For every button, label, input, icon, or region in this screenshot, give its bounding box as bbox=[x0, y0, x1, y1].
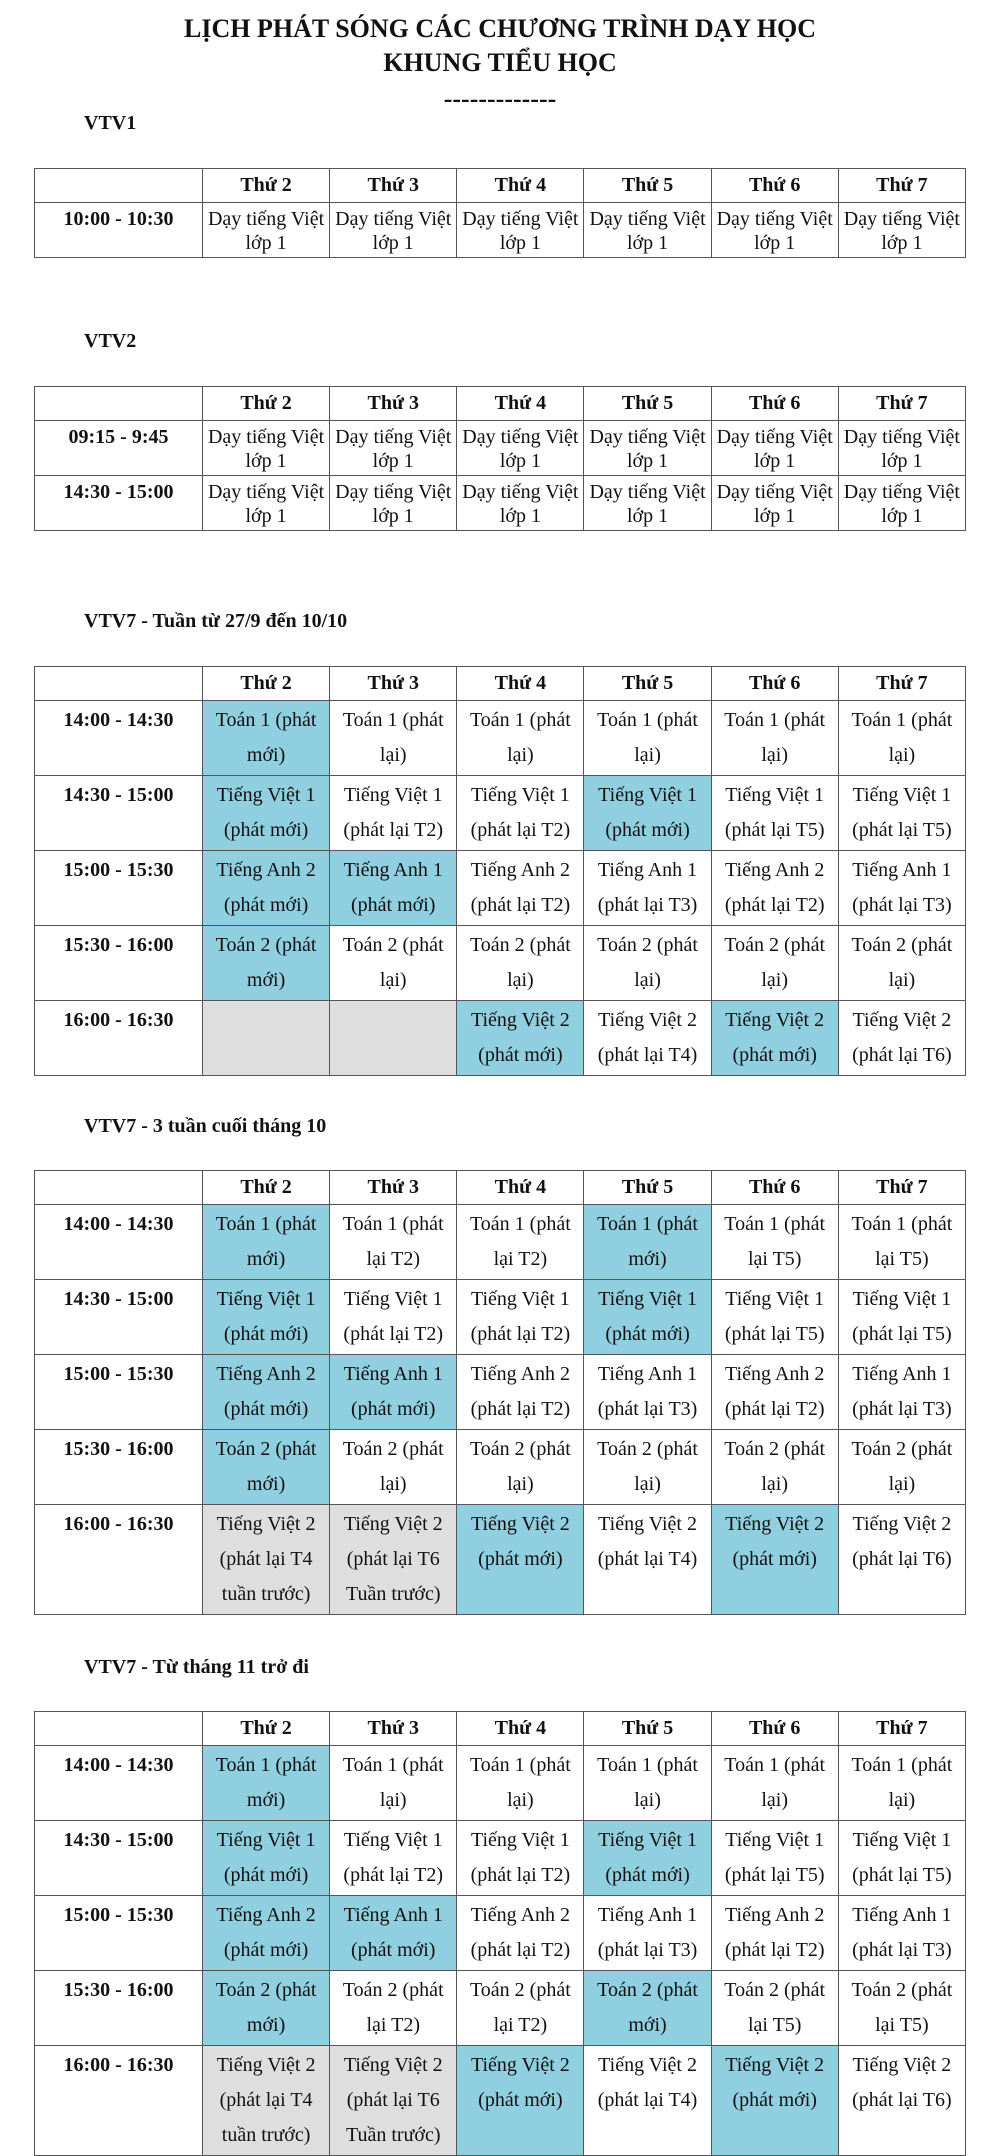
program-cell: Toán 1 (phát mới) bbox=[203, 701, 330, 776]
program-cell: Tiếng Anh 1 (phát mới) bbox=[330, 851, 457, 926]
table-row bbox=[35, 851, 966, 926]
program-cell: Toán 2 (phát mới) bbox=[584, 1971, 711, 2046]
program-cell: Dạy tiếng Việt lớp 1 bbox=[330, 476, 457, 531]
section-label: VTV7 - 3 tuần cuối tháng 10 bbox=[84, 1115, 327, 1137]
table-row bbox=[35, 2046, 966, 2156]
program-cell: Tiếng Việt 2 (phát lại T6) bbox=[838, 1505, 965, 1615]
program-cell: Toán 2 (phát mới) bbox=[203, 926, 330, 1001]
program-cell: Dạy tiếng Việt lớp 1 bbox=[584, 421, 711, 476]
day-header: Thứ 7 bbox=[838, 1171, 965, 1205]
time-slot: 15:30 - 16:00 bbox=[35, 926, 203, 1001]
table-row bbox=[35, 1821, 966, 1896]
program-cell: Toán 1 (phát lại) bbox=[711, 1746, 838, 1821]
program-cell: Tiếng Việt 1 (phát mới) bbox=[203, 1821, 330, 1896]
program-cell: Dạy tiếng Việt lớp 1 bbox=[457, 203, 584, 258]
time-slot: 15:30 - 16:00 bbox=[35, 1430, 203, 1505]
section-label: VTV7 - Từ tháng 11 trở đi bbox=[84, 1656, 309, 1678]
program-cell: Toán 2 (phát lại T2) bbox=[330, 1971, 457, 2046]
program-cell: Tiếng Việt 2 (phát mới) bbox=[457, 1001, 584, 1076]
time-slot: 14:30 - 15:00 bbox=[35, 776, 203, 851]
table-row bbox=[35, 1505, 966, 1615]
schedule-table bbox=[34, 1711, 966, 2156]
time-slot: 16:00 - 16:30 bbox=[35, 1505, 203, 1615]
program-cell: Dạy tiếng Việt lớp 1 bbox=[203, 203, 330, 258]
header-corner-cell bbox=[35, 1171, 203, 1205]
program-cell: Tiếng Việt 1 (phát lại T5) bbox=[838, 1821, 965, 1896]
program-cell: Tiếng Việt 2 (phát lại T4 tuần trước) bbox=[203, 2046, 330, 2156]
program-cell: Tiếng Việt 1 (phát lại T5) bbox=[838, 1280, 965, 1355]
day-header: Thứ 7 bbox=[838, 387, 965, 421]
table-row bbox=[35, 203, 966, 258]
program-cell: Toán 2 (phát lại T5) bbox=[711, 1971, 838, 2046]
day-header: Thứ 7 bbox=[838, 169, 965, 203]
time-slot: 15:00 - 15:30 bbox=[35, 1896, 203, 1971]
program-cell: Toán 2 (phát lại) bbox=[584, 1430, 711, 1505]
program-cell: Toán 2 (phát lại) bbox=[838, 1430, 965, 1505]
program-cell: Dạy tiếng Việt lớp 1 bbox=[711, 476, 838, 531]
day-header: Thứ 2 bbox=[203, 1171, 330, 1205]
header-corner-cell bbox=[35, 387, 203, 421]
table-row bbox=[35, 926, 966, 1001]
time-slot: 15:30 - 16:00 bbox=[35, 1971, 203, 2046]
program-cell: Toán 2 (phát lại T2) bbox=[457, 1971, 584, 2046]
program-cell: Tiếng Anh 1 (phát lại T3) bbox=[584, 1896, 711, 1971]
time-slot: 15:00 - 15:30 bbox=[35, 851, 203, 926]
day-header: Thứ 4 bbox=[457, 1171, 584, 1205]
program-cell: Tiếng Anh 1 (phát lại T3) bbox=[584, 851, 711, 926]
time-slot: 10:00 - 10:30 bbox=[35, 203, 203, 258]
day-header: Thứ 4 bbox=[457, 1712, 584, 1746]
program-cell: Toán 1 (phát mới) bbox=[203, 1205, 330, 1280]
program-cell: Tiếng Anh 1 (phát lại T3) bbox=[584, 1355, 711, 1430]
table-row bbox=[35, 1430, 966, 1505]
time-slot: 14:00 - 14:30 bbox=[35, 1205, 203, 1280]
program-cell: Toán 1 (phát lại) bbox=[457, 701, 584, 776]
table-row bbox=[35, 776, 966, 851]
program-cell: Tiếng Việt 2 (phát lại T4) bbox=[584, 1505, 711, 1615]
program-cell: Tiếng Việt 1 (phát lại T5) bbox=[838, 776, 965, 851]
section-label: VTV1 bbox=[84, 112, 137, 134]
day-header: Thứ 2 bbox=[203, 1712, 330, 1746]
program-cell: Dạy tiếng Việt lớp 1 bbox=[584, 203, 711, 258]
program-cell: Tiếng Việt 1 (phát lại T2) bbox=[330, 1280, 457, 1355]
day-header: Thứ 2 bbox=[203, 667, 330, 701]
day-header: Thứ 5 bbox=[584, 1171, 711, 1205]
program-cell: Tiếng Việt 2 (phát mới) bbox=[457, 2046, 584, 2156]
header-corner-cell bbox=[35, 667, 203, 701]
program-cell: Toán 1 (phát lại T5) bbox=[838, 1205, 965, 1280]
program-cell: Tiếng Việt 2 (phát lại T6) bbox=[838, 2046, 965, 2156]
time-slot: 14:00 - 14:30 bbox=[35, 701, 203, 776]
table-row bbox=[35, 1280, 966, 1355]
schedule-table bbox=[34, 666, 966, 1076]
table-row bbox=[35, 1205, 966, 1280]
program-cell: Dạy tiếng Việt lớp 1 bbox=[203, 476, 330, 531]
program-cell: Tiếng Việt 1 (phát lại T2) bbox=[457, 776, 584, 851]
program-cell: Dạy tiếng Việt lớp 1 bbox=[711, 421, 838, 476]
table-row bbox=[35, 701, 966, 776]
program-cell: Tiếng Việt 1 (phát mới) bbox=[203, 1280, 330, 1355]
program-cell: Tiếng Việt 1 (phát lại T5) bbox=[711, 776, 838, 851]
header-corner-cell bbox=[35, 1712, 203, 1746]
program-cell: Dạy tiếng Việt lớp 1 bbox=[457, 421, 584, 476]
program-cell: Tiếng Anh 1 (phát lại T3) bbox=[838, 1355, 965, 1430]
day-header: Thứ 6 bbox=[711, 169, 838, 203]
program-cell: Tiếng Việt 1 (phát lại T2) bbox=[330, 1821, 457, 1896]
day-header: Thứ 3 bbox=[330, 169, 457, 203]
time-slot: 14:30 - 15:00 bbox=[35, 1280, 203, 1355]
program-cell: Toán 1 (phát lại) bbox=[838, 1746, 965, 1821]
table-row bbox=[35, 1001, 966, 1076]
day-header: Thứ 6 bbox=[711, 387, 838, 421]
program-cell: Toán 1 (phát lại) bbox=[584, 701, 711, 776]
program-cell: Tiếng Anh 1 (phát mới) bbox=[330, 1355, 457, 1430]
day-header: Thứ 5 bbox=[584, 1712, 711, 1746]
program-cell: Tiếng Anh 1 (phát lại T3) bbox=[838, 1896, 965, 1971]
table-row bbox=[35, 1746, 966, 1821]
program-cell: Tiếng Anh 2 (phát mới) bbox=[203, 1355, 330, 1430]
program-cell: Dạy tiếng Việt lớp 1 bbox=[711, 203, 838, 258]
day-header: Thứ 5 bbox=[584, 667, 711, 701]
table-row bbox=[35, 1971, 966, 2046]
program-cell: Tiếng Anh 2 (phát lại T2) bbox=[457, 1355, 584, 1430]
program-cell: Toán 2 (phát lại) bbox=[584, 926, 711, 1001]
day-header: Thứ 2 bbox=[203, 387, 330, 421]
program-cell: Tiếng Anh 2 (phát lại T2) bbox=[711, 851, 838, 926]
program-cell: Tiếng Anh 2 (phát mới) bbox=[203, 851, 330, 926]
program-cell: Toán 2 (phát lại) bbox=[711, 1430, 838, 1505]
program-cell: Tiếng Việt 2 (phát lại T4 tuần trước) bbox=[203, 1505, 330, 1615]
program-cell: Toán 1 (phát lại T5) bbox=[711, 1205, 838, 1280]
program-cell: Tiếng Việt 1 (phát mới) bbox=[203, 776, 330, 851]
program-cell: Tiếng Việt 1 (phát lại T2) bbox=[457, 1280, 584, 1355]
program-cell: Toán 2 (phát mới) bbox=[203, 1430, 330, 1505]
day-header: Thứ 5 bbox=[584, 387, 711, 421]
section-label: VTV7 - Tuần từ 27/9 đến 10/10 bbox=[84, 610, 348, 632]
program-cell: Tiếng Anh 2 (phát lại T2) bbox=[457, 851, 584, 926]
table-row bbox=[35, 1896, 966, 1971]
time-slot: 16:00 - 16:30 bbox=[35, 2046, 203, 2156]
program-cell: Dạy tiếng Việt lớp 1 bbox=[457, 476, 584, 531]
day-header: Thứ 3 bbox=[330, 667, 457, 701]
program-cell: Tiếng Việt 1 (phát lại T2) bbox=[457, 1821, 584, 1896]
program-cell: Dạy tiếng Việt lớp 1 bbox=[330, 203, 457, 258]
title-divider: ------------- bbox=[443, 84, 557, 113]
schedule-table bbox=[34, 168, 966, 258]
program-cell: Dạy tiếng Việt lớp 1 bbox=[584, 476, 711, 531]
program-cell: Dạy tiếng Việt lớp 1 bbox=[838, 476, 965, 531]
program-cell: Tiếng Việt 2 (phát lại T6 Tuần trước) bbox=[330, 1505, 457, 1615]
time-slot: 14:30 - 15:00 bbox=[35, 1821, 203, 1896]
program-cell: Toán 2 (phát lại) bbox=[330, 1430, 457, 1505]
program-cell: Toán 1 (phát lại) bbox=[584, 1746, 711, 1821]
day-header: Thứ 6 bbox=[711, 667, 838, 701]
day-header: Thứ 7 bbox=[838, 667, 965, 701]
program-cell: Toán 1 (phát lại) bbox=[838, 701, 965, 776]
program-cell: Tiếng Anh 1 (phát lại T3) bbox=[838, 851, 965, 926]
header-corner-cell bbox=[35, 169, 203, 203]
program-cell: Tiếng Việt 1 (phát mới) bbox=[584, 1280, 711, 1355]
program-cell: Dạy tiếng Việt lớp 1 bbox=[203, 421, 330, 476]
program-cell: Toán 1 (phát lại T2) bbox=[457, 1205, 584, 1280]
program-cell: Toán 1 (phát lại) bbox=[711, 701, 838, 776]
program-cell: Tiếng Việt 1 (phát lại T2) bbox=[330, 776, 457, 851]
program-cell: Toán 1 (phát lại) bbox=[330, 1746, 457, 1821]
program-cell: Tiếng Việt 2 (phát lại T6) bbox=[838, 1001, 965, 1076]
program-cell: Tiếng Việt 1 (phát lại T5) bbox=[711, 1821, 838, 1896]
program-cell bbox=[330, 1001, 457, 1076]
day-header: Thứ 2 bbox=[203, 169, 330, 203]
program-cell: Toán 2 (phát lại) bbox=[457, 1430, 584, 1505]
program-cell: Toán 2 (phát lại) bbox=[838, 926, 965, 1001]
time-slot: 09:15 - 9:45 bbox=[35, 421, 203, 476]
time-slot: 14:30 - 15:00 bbox=[35, 476, 203, 531]
day-header: Thứ 4 bbox=[457, 667, 584, 701]
day-header: Thứ 3 bbox=[330, 1712, 457, 1746]
program-cell: Tiếng Việt 1 (phát mới) bbox=[584, 776, 711, 851]
program-cell: Toán 1 (phát lại) bbox=[457, 1746, 584, 1821]
day-header: Thứ 6 bbox=[711, 1712, 838, 1746]
program-cell: Tiếng Việt 2 (phát mới) bbox=[711, 1505, 838, 1615]
program-cell: Toán 2 (phát lại) bbox=[330, 926, 457, 1001]
page-subtitle: KHUNG TIỂU HỌC bbox=[383, 48, 617, 77]
program-cell: Toán 1 (phát lại T2) bbox=[330, 1205, 457, 1280]
program-cell: Tiếng Việt 1 (phát lại T5) bbox=[711, 1280, 838, 1355]
program-cell: Tiếng Việt 2 (phát lại T4) bbox=[584, 1001, 711, 1076]
schedule-table bbox=[34, 386, 966, 531]
program-cell bbox=[203, 1001, 330, 1076]
program-cell: Toán 2 (phát mới) bbox=[203, 1971, 330, 2046]
program-cell: Toán 2 (phát lại T5) bbox=[838, 1971, 965, 2046]
program-cell: Tiếng Việt 2 (phát lại T6 Tuần trước) bbox=[330, 2046, 457, 2156]
program-cell: Tiếng Anh 2 (phát lại T2) bbox=[457, 1896, 584, 1971]
time-slot: 14:00 - 14:30 bbox=[35, 1746, 203, 1821]
program-cell: Dạy tiếng Việt lớp 1 bbox=[330, 421, 457, 476]
program-cell: Tiếng Việt 2 (phát mới) bbox=[711, 1001, 838, 1076]
program-cell: Dạy tiếng Việt lớp 1 bbox=[838, 203, 965, 258]
program-cell: Tiếng Việt 2 (phát lại T4) bbox=[584, 2046, 711, 2156]
program-cell: Tiếng Việt 2 (phát mới) bbox=[711, 2046, 838, 2156]
program-cell: Toán 1 (phát lại) bbox=[330, 701, 457, 776]
schedule-table bbox=[34, 1170, 966, 1615]
table-row bbox=[35, 476, 966, 531]
program-cell: Tiếng Anh 2 (phát lại T2) bbox=[711, 1355, 838, 1430]
program-cell: Toán 1 (phát mới) bbox=[584, 1205, 711, 1280]
program-cell: Tiếng Việt 1 (phát mới) bbox=[584, 1821, 711, 1896]
day-header: Thứ 3 bbox=[330, 387, 457, 421]
program-cell: Tiếng Anh 2 (phát mới) bbox=[203, 1896, 330, 1971]
page-title: LỊCH PHÁT SÓNG CÁC CHƯƠNG TRÌNH DẠY HỌC bbox=[184, 14, 816, 43]
program-cell: Tiếng Anh 1 (phát mới) bbox=[330, 1896, 457, 1971]
table-row bbox=[35, 421, 966, 476]
program-cell: Tiếng Anh 2 (phát lại T2) bbox=[711, 1896, 838, 1971]
table-row bbox=[35, 1355, 966, 1430]
day-header: Thứ 6 bbox=[711, 1171, 838, 1205]
day-header: Thứ 5 bbox=[584, 169, 711, 203]
time-slot: 15:00 - 15:30 bbox=[35, 1355, 203, 1430]
day-header: Thứ 4 bbox=[457, 169, 584, 203]
day-header: Thứ 7 bbox=[838, 1712, 965, 1746]
day-header: Thứ 3 bbox=[330, 1171, 457, 1205]
program-cell: Dạy tiếng Việt lớp 1 bbox=[838, 421, 965, 476]
section-label: VTV2 bbox=[84, 330, 137, 352]
program-cell: Toán 1 (phát mới) bbox=[203, 1746, 330, 1821]
program-cell: Toán 2 (phát lại) bbox=[711, 926, 838, 1001]
time-slot: 16:00 - 16:30 bbox=[35, 1001, 203, 1076]
day-header: Thứ 4 bbox=[457, 387, 584, 421]
program-cell: Tiếng Việt 2 (phát mới) bbox=[457, 1505, 584, 1615]
program-cell: Toán 2 (phát lại) bbox=[457, 926, 584, 1001]
